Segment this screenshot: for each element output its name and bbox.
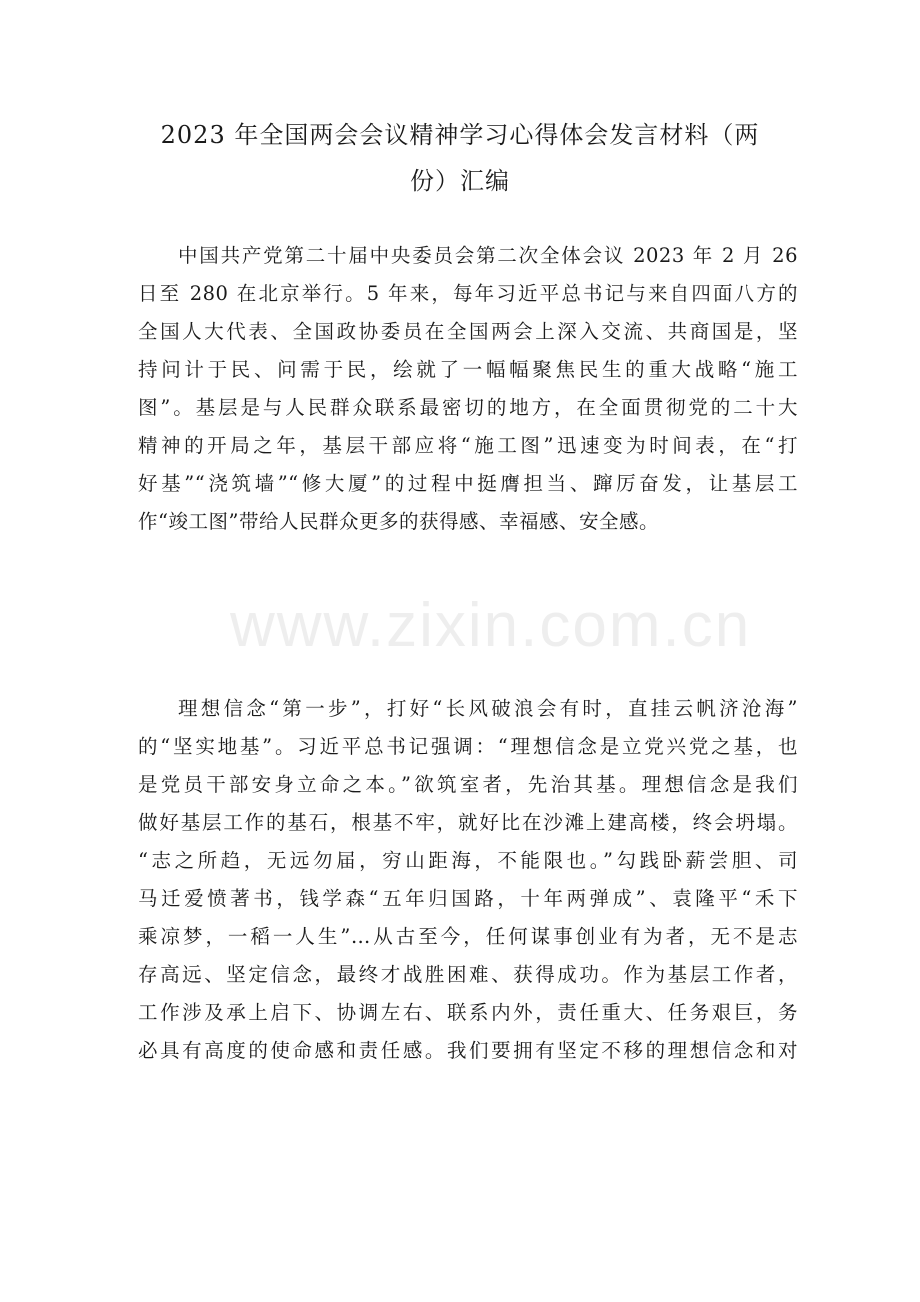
document-title [130,112,790,204]
paragraph-line: 做好基层工作的基石，根基不牢，就好比在沙滩上建高楼，终会坍塌。 [138,811,798,834]
paragraph-line: 的“坚实地基”。习近平总书记强调：“理想信念是立党兴党之基，也 [138,735,798,758]
paragraph-line: 工作涉及承上启下、协调左右、联系内外，责任重大、任务艰巨，务 [138,1001,798,1024]
paragraph-line: 存高远、坚定信念，最终才战胜困难、获得成功。作为基层工作者， [138,963,798,986]
title-line-1: 2023 年全国两会会议精神学习心得体会发言材料（两 [160,121,760,149]
paragraph-line: 持问计于民、问需于民，绘就了一幅幅聚焦民生的重大战略“施工 [138,358,798,381]
paragraph-line: 理想信念“第一步”，打好“长风破浪会有时，直挂云帆济沧海” [178,697,798,720]
watermark: www.zixin.com.cn [230,591,752,660]
paragraph-line: 马迁爱愤著书，钱学森“五年归国路，十年两弹成”、袁隆平“禾下 [138,887,798,910]
paragraph-line: 日至 280 在北京举行。5 年来，每年习近平总书记与来自四面八方的 [138,282,798,305]
paragraph-line: 中国共产党第二十届中央委员会第二次全体会议 2023 年 2 月 26 [178,244,798,267]
paragraph-line: 作“竣工图”带给人民群众更多的获得感、幸福感、安全感。 [138,510,659,533]
paragraph-line: 必具有高度的使命感和责任感。我们要拥有坚定不移的理想信念和对 [138,1039,798,1062]
paragraph-line: 乘凉梦，一稻一人生”…从古至今，任何谋事创业有为者，无不是志 [138,925,798,948]
paragraph-line: 是党员干部安身立命之本。”欲筑室者，先治其基。理想信念是我们 [138,773,798,796]
paragraph-line: 精神的开局之年，基层干部应将“施工图”迅速变为时间表，在“打 [138,434,798,457]
paragraph-line: 图”。基层是与人民群众联系最密切的地方，在全面贯彻党的二十大 [138,396,798,419]
paragraph-line: 好基”“浇筑墙”“修大厦”的过程中挺膺担当、蹿厉奋发，让基层工 [138,472,798,495]
paragraph-2 [138,690,798,1070]
paragraph-line: “志之所趋，无远勿届，穷山距海，不能限也。”勾践卧薪尝胆、司 [138,849,798,872]
paragraph-line: 全国人大代表、全国政协委员在全国两会上深入交流、共商国是，坚 [138,320,798,343]
title-line-2: 份）汇编 [410,167,510,195]
paragraph-1 [138,237,798,541]
